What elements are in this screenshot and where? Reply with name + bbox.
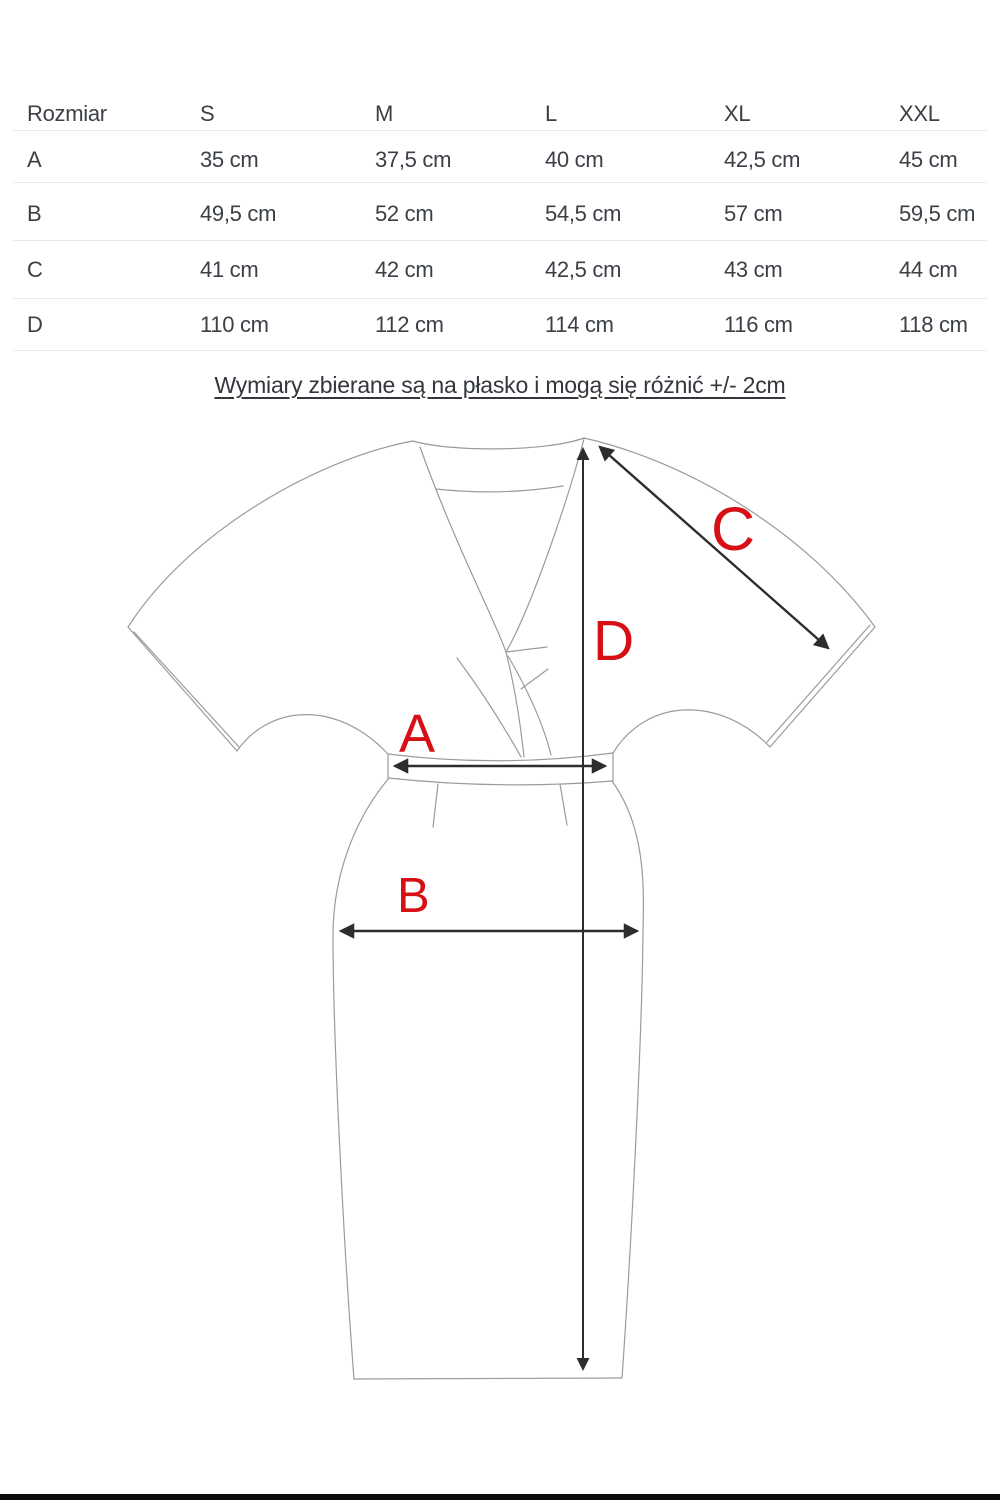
cell: 59,5 cm [899, 201, 976, 226]
bottom-bar [0, 1494, 1000, 1500]
cell: 42,5 cm [545, 257, 622, 282]
cell: 37,5 cm [375, 147, 452, 172]
skirt-left-line [333, 778, 389, 1379]
column-header: XL [724, 101, 751, 126]
cuff-right-outer-line [770, 627, 875, 747]
cuff-right-inner-line [767, 625, 870, 742]
column-header: S [200, 101, 215, 126]
cell: 112 cm [375, 312, 444, 337]
column-header: XXL [899, 101, 940, 126]
skirt-hem-line [354, 1378, 622, 1379]
column-header: L [545, 101, 557, 126]
row-label: C [27, 257, 43, 282]
cell: 54,5 cm [545, 201, 622, 226]
waistband-bottom-line [388, 778, 613, 785]
cell: 114 cm [545, 312, 614, 337]
dart-left-line [433, 784, 438, 827]
measurement-note: Wymiary zbierane są na płasko i mogą się różnić +/- 2cm [214, 372, 786, 398]
cell: 44 cm [899, 257, 958, 282]
cell: 40 cm [545, 147, 604, 172]
cell: 43 cm [724, 257, 783, 282]
neckline-top-line [413, 438, 584, 449]
underarm-right-curve [613, 710, 770, 753]
fold-line [506, 647, 547, 652]
column-header: M [375, 101, 394, 126]
fold-line [521, 669, 548, 689]
cell: 42 cm [375, 257, 434, 282]
cell: 35 cm [200, 147, 259, 172]
measurement-labels [397, 495, 755, 923]
dress-outline [128, 438, 875, 1379]
cell: 49,5 cm [200, 201, 277, 226]
row-label: B [27, 201, 42, 226]
cuff-left-inner-line [134, 632, 239, 747]
lapel-left-line [420, 447, 524, 757]
label-b: B [397, 869, 430, 923]
cuff-left-outer-line [128, 627, 237, 751]
column-header: Rozmiar [27, 101, 107, 126]
row-label: A [27, 147, 42, 172]
dart-right-line [560, 784, 567, 825]
sleeve-left-top-line [128, 441, 413, 627]
cell: 42,5 cm [724, 147, 801, 172]
cell: 57 cm [724, 201, 783, 226]
back-neckline-line [436, 486, 563, 492]
label-a: A [399, 704, 436, 764]
cell: 52 cm [375, 201, 434, 226]
label-c: C [711, 495, 756, 563]
skirt-right-line [612, 781, 643, 1378]
row-label: D [27, 312, 43, 337]
cell: 41 cm [200, 257, 259, 282]
cell: 110 cm [200, 312, 269, 337]
cell: 45 cm [899, 147, 958, 172]
lapel-right-line [506, 439, 584, 652]
cell: 118 cm [899, 312, 968, 337]
underarm-left-curve [237, 715, 388, 754]
label-d: D [593, 609, 635, 673]
cell: 116 cm [724, 312, 793, 337]
